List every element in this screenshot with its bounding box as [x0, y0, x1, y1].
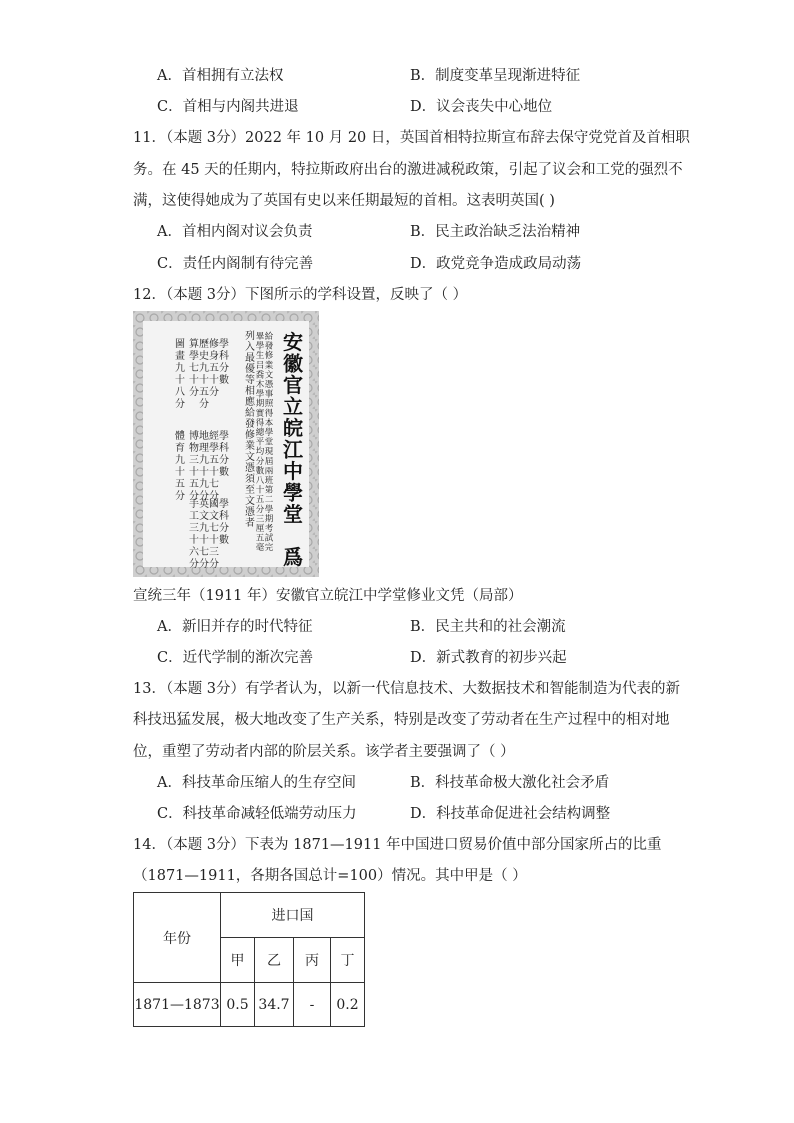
diploma-text-char: 育 — [175, 443, 185, 454]
diploma-text-char: 分 — [219, 455, 229, 466]
q11-stem-line-1: 11．（本题 3分）2022 年 10 月 20 日，英国首相特拉斯宣布辞去保守党党首及首相职 — [133, 130, 690, 146]
diploma-text-char: 分 — [189, 491, 199, 502]
diploma-text-char: 照 — [264, 399, 274, 410]
diploma-text-char: 五 — [175, 479, 185, 490]
diploma-text-char: 七 — [209, 523, 219, 534]
diploma-text-char: 者 — [245, 518, 255, 529]
table-cell: 34.7 — [255, 983, 294, 1027]
diploma-text-char: 工 — [189, 511, 199, 522]
diploma-text-char: 十 — [209, 535, 219, 546]
q11-option-d[interactable]: D．政党竞争造成政局动荡 — [410, 256, 582, 272]
diploma-text-char: 實 — [255, 408, 265, 419]
diploma-text-char: 分 — [175, 399, 185, 410]
diploma-text-char: 文 — [209, 511, 219, 522]
diploma-text-char: 文 — [199, 511, 209, 522]
diploma-text-char: 地 — [199, 431, 209, 442]
diploma-text-char: 學 — [219, 499, 229, 510]
diploma-text-char: 第 — [264, 485, 274, 496]
q13-option-b[interactable]: B．科技革命极大激化社会矛盾 — [410, 775, 610, 791]
diploma-text-char: 學 — [189, 351, 199, 362]
diploma-text-char: 憑 — [264, 380, 274, 390]
q13-stem-line-3: 位，重塑了劳动者内部的阶层关系。该学者主要强调了（ ） — [133, 744, 515, 760]
diploma-text-char: 身 — [209, 351, 219, 362]
diploma-text-char: 分 — [255, 456, 265, 467]
table-col-bing: 丙 — [294, 938, 331, 983]
table-row — [134, 983, 365, 1027]
diploma-text-char: 博 — [189, 431, 199, 442]
diploma-text-char: 生 — [255, 351, 265, 362]
diploma-text-char: 十 — [175, 467, 185, 478]
diploma-text-char: 期 — [255, 399, 265, 410]
diploma-text-char: 國 — [209, 499, 219, 510]
diploma-title-char — [283, 524, 303, 548]
diploma-text-char: 須 — [245, 474, 255, 485]
diploma-text-char: 十 — [175, 375, 185, 386]
diploma-text-char: 得 — [264, 408, 274, 419]
diploma-text-char: 學 — [219, 431, 229, 442]
diploma-text-char: 事 — [264, 389, 274, 400]
diploma-text-char: 數 — [219, 375, 229, 386]
diploma-title-char: 中 — [283, 459, 303, 483]
diploma-text-char: 十 — [209, 467, 219, 478]
diploma-text-char: 歷 — [199, 339, 209, 350]
diploma-text-char: 六 — [189, 547, 199, 558]
diploma-text-char: 史 — [199, 351, 209, 362]
table-col-yi: 乙 — [255, 938, 294, 983]
q13-option-a[interactable]: A．科技革命压缩人的生存空间 — [157, 775, 356, 791]
table-cell: 0.5 — [221, 983, 255, 1027]
diploma-text-char: 文 — [245, 452, 255, 463]
diploma-text-char: 五 — [255, 533, 265, 544]
diploma-text-char: 學 — [255, 389, 265, 400]
diploma-text-char: 七 — [199, 547, 209, 558]
diploma-text-char: 兩 — [264, 466, 274, 477]
diploma-text-char: 十 — [189, 375, 199, 386]
diploma-text-char: 學 — [209, 443, 219, 454]
diploma-text-char: 九 — [199, 455, 209, 466]
diploma-text-char: 數 — [255, 466, 265, 477]
diploma-text-char: 分 — [199, 559, 209, 570]
diploma-text-char: 分 — [255, 504, 265, 515]
diploma-text-char: 修 — [209, 339, 219, 350]
diploma-text-char: 分 — [219, 523, 229, 534]
q11-option-c[interactable]: C．责任内阁制有待完善 — [157, 256, 314, 272]
diploma-text-char: 九 — [199, 479, 209, 490]
diploma-text-char: 期 — [264, 514, 274, 525]
diploma-text-char: 給 — [264, 332, 274, 342]
q13-stem-line-2: 科技迅猛发展，极大地改变了生产关系，特别是改变了劳动者在生产过程中的相对地 — [133, 712, 670, 728]
diploma-text-char: 科 — [219, 443, 229, 454]
q13-stem-line-1: 13．（本题 3分）有学者认为，以新一代信息技术、大数据技术和智能制造为代表的新 — [133, 681, 681, 697]
diploma-text-char: 考 — [264, 524, 274, 534]
diploma-text-char: 十 — [255, 485, 265, 496]
diploma-title-char: 學 — [283, 480, 303, 505]
q12-option-d[interactable]: D．新式教育的初步兴起 — [410, 650, 567, 666]
diploma-text-char: 均 — [255, 447, 265, 458]
diploma-text-char: 毫 — [255, 543, 265, 554]
diploma-text-char: 英 — [199, 499, 209, 510]
q13-option-d[interactable]: D．科技革命促进社会结构调整 — [410, 806, 611, 822]
diploma-text-char: 學 — [255, 341, 265, 352]
diploma-text-char: 五 — [209, 363, 219, 374]
diploma-title-char: 官 — [283, 373, 303, 397]
diploma-title-char: 立 — [283, 394, 303, 419]
diploma-text-char: 完 — [264, 543, 274, 554]
diploma-text-char: 數 — [219, 467, 229, 478]
diploma-text-char: 七 — [209, 479, 219, 490]
diploma-text-char: 理 — [199, 443, 209, 454]
diploma-text-char: 修 — [264, 351, 274, 362]
diploma-text-char: 得 — [255, 418, 265, 429]
diploma-text-char: 科 — [219, 511, 229, 522]
q14-stem-line-2: （1871—1911，各期各国总计=100）情况。其中甲是（ ） — [133, 868, 527, 884]
diploma-text-char: 九 — [175, 455, 185, 466]
diploma-text-char: 三 — [189, 523, 199, 534]
diploma-text-char: 至 — [245, 485, 255, 496]
diploma-text-char: 三 — [255, 514, 265, 525]
q12-stem: 12．（本题 3分）下图所示的学科设置，反映了（ ） — [133, 287, 468, 303]
diploma-text-char: 吕 — [255, 360, 265, 371]
diploma-text-char: 學 — [264, 428, 274, 438]
diploma-text-char: 喬 — [255, 370, 265, 381]
diploma-text-char: 科 — [219, 351, 229, 362]
diploma-text-char: 十 — [199, 467, 209, 478]
diploma-title-char: 堂 — [283, 502, 303, 526]
diploma-text-char: 學 — [219, 339, 229, 350]
diploma-text-char: 九 — [199, 523, 209, 534]
diploma-text-char: 優 — [245, 364, 255, 375]
diploma-text-char: 木 — [255, 380, 265, 390]
q14-stem-line-1: 14．（本题 3分）下表为 1871—1911 年中国进口贸易价值中部分国家所占的比重 — [133, 837, 662, 853]
diploma-text-char: 堂 — [264, 437, 274, 448]
diploma-text-char: 十 — [209, 375, 219, 386]
diploma-text-char: 應 — [245, 397, 255, 408]
diploma-text-char: 八 — [255, 476, 265, 486]
diploma-text-char: 數 — [219, 535, 229, 546]
diploma-text-char: 十 — [189, 535, 199, 546]
diploma-text-char: 本 — [264, 418, 274, 429]
diploma-text-char: 經 — [209, 431, 219, 442]
diploma-text-char: 算 — [189, 339, 199, 350]
diploma-text-char: 分 — [209, 559, 219, 570]
diploma-image — [133, 311, 319, 577]
diploma-title-char: 安 — [283, 330, 303, 354]
table-header-group: 进口国 — [221, 893, 365, 938]
diploma-text-char: 給 — [245, 408, 255, 419]
diploma-text-char: 五 — [209, 455, 219, 466]
diploma-text-char: 現 — [264, 447, 274, 458]
table-col-ding: 丁 — [331, 938, 365, 983]
diploma-text-char: 平 — [255, 437, 265, 448]
diploma-text-char: 憑 — [245, 463, 255, 474]
diploma-text-char: 憑 — [245, 507, 255, 518]
diploma-text-char: 相 — [245, 386, 255, 397]
diploma-text-char: 屆 — [264, 456, 274, 467]
diploma-text-char: 三 — [189, 455, 199, 466]
diploma-text-char: 九 — [175, 363, 185, 374]
diploma-text-char: 八 — [175, 387, 185, 398]
diploma-text-char: 文 — [245, 496, 255, 507]
diploma-text-char: 試 — [264, 533, 274, 544]
diploma-text-char: 體 — [175, 431, 185, 442]
diploma-text-char: 等 — [245, 375, 255, 386]
q10-option-a[interactable]: A．首相拥有立法权 — [157, 68, 284, 84]
diploma-title-char: 爲 — [283, 545, 303, 569]
diploma-text-char: 修 — [245, 430, 255, 441]
diploma-text-char: 最 — [245, 353, 255, 364]
diploma-text-char: 分 — [209, 387, 219, 398]
q10-option-b[interactable]: B．制度变革呈现渐进特征 — [410, 68, 581, 84]
q12-option-c[interactable]: C．近代学制的渐次完善 — [157, 650, 314, 666]
diploma-text-char: 手 — [189, 499, 199, 510]
q11-stem-line-2: 务。在 45 天的任期内，特拉斯政府出台的激进减税政策，引起了议会和工党的强烈不 — [133, 162, 683, 178]
diploma-text-char: 分 — [175, 491, 185, 502]
diploma-text-char: 分 — [199, 491, 209, 502]
diploma-text-char: 業 — [245, 441, 255, 452]
diploma-title-char: 江 — [283, 437, 303, 462]
diploma-text-char: 分 — [189, 387, 199, 398]
diploma-text-char: 十 — [199, 535, 209, 546]
diploma-text-char: 分 — [199, 399, 209, 410]
diploma-text-char: 入 — [245, 342, 255, 353]
table-header-year: 年份 — [134, 893, 221, 983]
diploma-text-char: 厘 — [255, 524, 265, 534]
diploma-text-char: 七 — [189, 363, 199, 374]
diploma-text-char: 發 — [264, 341, 274, 352]
diploma-text-char: 物 — [189, 443, 199, 454]
diploma-text-char: 二 — [264, 495, 274, 506]
q10-option-d[interactable]: D．议会丧失中心地位 — [410, 99, 553, 115]
table-cell-year: 1871—1873 — [134, 983, 221, 1027]
image-caption: 宣统三年（1911 年）安徽官立皖江中学堂修业文凭（局部） — [133, 588, 523, 604]
diploma-text-char: 十 — [189, 467, 199, 478]
q11-stem-line-3: 满，这使得她成为了英国有史以来任期最短的首相。这表明英国( ) — [133, 193, 555, 209]
q11-option-a[interactable]: A．首相内阁对议会负责 — [157, 224, 313, 240]
table-cell: - — [294, 983, 331, 1027]
diploma-text-char: 總 — [255, 428, 265, 438]
diploma-text-char: 九 — [199, 363, 209, 374]
diploma-text-char: 發 — [245, 419, 255, 430]
diploma-text-char: 三 — [209, 547, 219, 558]
table-cell: 0.2 — [331, 983, 365, 1027]
diploma-title-char: 皖 — [283, 416, 303, 440]
diploma-text-char: 五 — [199, 387, 209, 398]
diploma-text-char: 業 — [264, 360, 274, 371]
diploma-text-char: 畢 — [255, 332, 265, 342]
q10-option-c[interactable]: C．首相与内阁共进退 — [157, 99, 299, 115]
q12-option-b[interactable]: B．民主共和的社会潮流 — [410, 619, 566, 635]
diploma-text-char: 分 — [209, 491, 219, 502]
diploma-text-char: 五 — [189, 479, 199, 490]
q12-option-a[interactable]: A．新旧并存的时代特征 — [157, 619, 313, 635]
diploma-text-char: 列 — [245, 331, 255, 342]
table-col-jia: 甲 — [221, 938, 255, 983]
diploma-text-char: 班 — [264, 476, 274, 486]
diploma-text-char: 文 — [264, 370, 274, 381]
diploma-text-char: 畫 — [175, 351, 185, 362]
q11-option-b[interactable]: B．民主政治缺乏法治精神 — [410, 224, 581, 240]
import-share-table — [133, 892, 365, 1027]
q13-option-c[interactable]: C．科技革命减轻低端劳动压力 — [157, 806, 357, 822]
diploma-text-char: 學 — [264, 504, 274, 515]
diploma-text-char: 圖 — [175, 339, 185, 350]
diploma-text-char: 分 — [219, 363, 229, 374]
diploma-text-char: 五 — [255, 495, 265, 506]
diploma-title-char: 徽 — [283, 351, 303, 376]
diploma-text-char: 十 — [199, 375, 209, 386]
diploma-text-char: 分 — [189, 559, 199, 570]
